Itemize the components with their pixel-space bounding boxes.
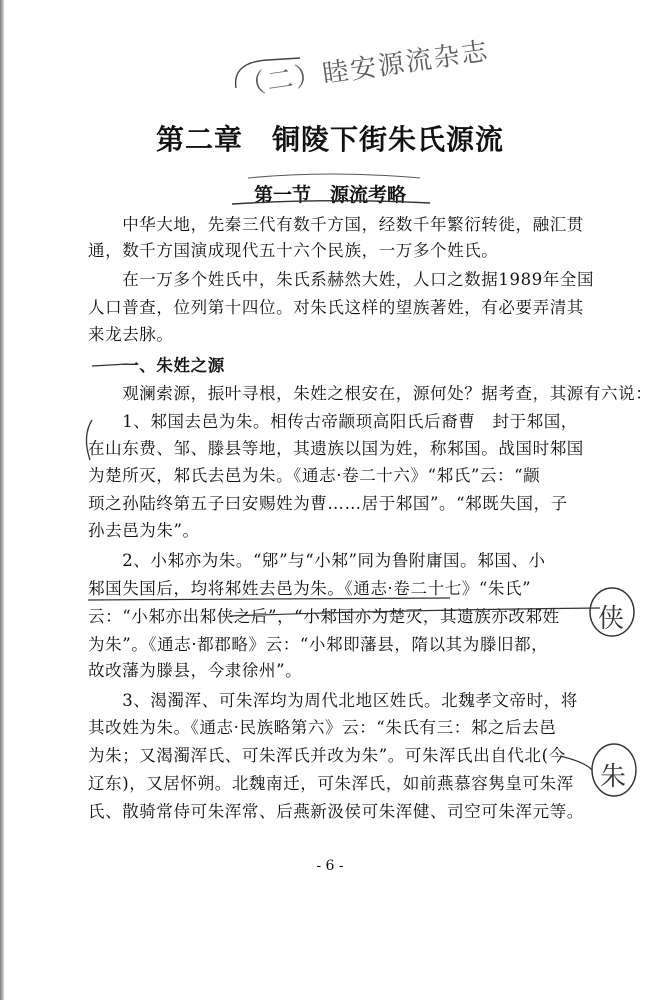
handwritten-annotation: （二）睦安源流杂志	[237, 36, 492, 102]
body-line: 观澜索源，振叶寻根，朱姓之根安在，源何处？据考查，其源有六说：	[88, 384, 653, 403]
body-line: 为朱”。《通志·都郡略》云：“小邾即藩县，隋以其为滕旧都，	[88, 635, 549, 654]
body-line: 故改藩为滕县，今隶徐州”。	[88, 661, 303, 680]
body-line: 邾国失国后，均将邾姓去邑为朱。《通志·卷二十七》“朱氏”	[88, 579, 532, 598]
body-line: 云：“小邾亦出邾侠之后”，“小邾国亦为楚灭，其遗族亦改邾姓	[88, 607, 560, 626]
section-overline	[248, 174, 420, 178]
margin-note-char: 朱	[600, 762, 627, 792]
body-line: 在山东费、邹、滕县等地，其遗族以国为姓，称邾国。战国时邾国	[88, 439, 584, 458]
body-line: 辽东)，又居怀朔。北魏南迁，可朱浑氏，如前燕慕容隽皇可朱浑	[88, 774, 574, 793]
body-line: 1、邾国去邑为朱。相传古帝颛顼高阳氏后裔曹 封于邾国，	[88, 412, 578, 431]
chapter-title: 第二章 铜陵下街朱氏源流	[155, 123, 504, 156]
body-line: 其改姓为朱。《通志·民族略第六》云：“朱氏有三：邾之后去邑	[88, 718, 557, 737]
page-number: - 6 -	[316, 858, 344, 874]
body-line: 为朱；又渴濁浑氏、可朱浑氏并改为朱”。可朱浑氏出自代北(今	[88, 746, 566, 765]
body-line: 人口普查，位列第十四位。对朱氏这样的望族著姓，有必要弄清其	[88, 298, 584, 317]
body-line: 3、渴濁浑、可朱浑均为周代北地区姓氏。北魏孝文帝时，将	[88, 691, 578, 710]
body-line: 在一万多个姓氏中，朱氏系赫然大姓，人口之数据1989年全国	[88, 270, 595, 289]
body-line: 孙去邑为朱”。	[88, 521, 200, 540]
body-line: 中华大地，先秦三代有数千方国，经数千年繁衍转徙，融汇贯	[88, 215, 584, 234]
body-line: 来龙去脉。	[88, 325, 174, 344]
margin-note-char: 侠	[598, 604, 625, 634]
body-line: 为楚所灭，邾氏去邑为朱。《通志·卷二十六》“邾氏”云：“颛	[88, 466, 541, 485]
body-line: 顼之孙陆终第五子曰安赐姓为曹……居于邾国”。“邾既失国，子	[88, 494, 568, 513]
subsection-heading: 一、朱姓之源	[88, 356, 225, 375]
body-line: 2、小邾亦为朱。“郳”与“小邾”同为鲁附庸国。邾国、小	[88, 551, 546, 570]
body-line: 氏、散骑常侍可朱浑常、后燕新汲侯可朱浑健、司空可朱浑元等。	[88, 802, 584, 821]
body-line: 通，数千方国演成现代五十六个民族，一万多个姓氏。	[88, 241, 499, 260]
section-title: 第一节 源流考略	[253, 184, 406, 206]
